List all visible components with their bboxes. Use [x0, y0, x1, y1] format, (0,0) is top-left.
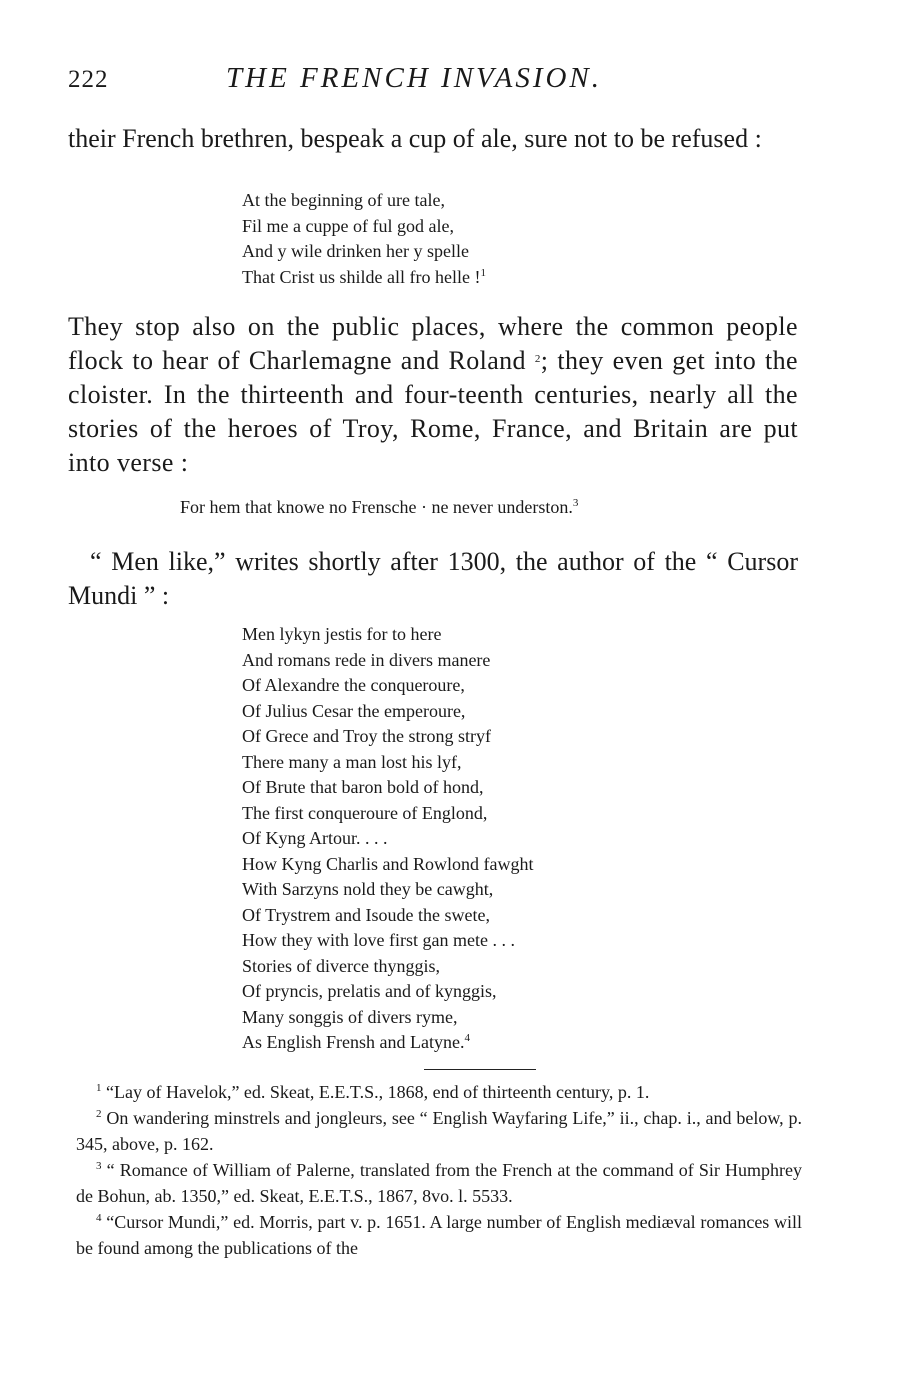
quote-line: [180, 497, 578, 518]
page-header: [68, 62, 828, 102]
footnote-2: [76, 1105, 802, 1157]
quote-text: For hem that knowe no Frensche · ne never underston.: [180, 497, 573, 517]
running-title: THE FRENCH INVASION.: [226, 62, 603, 94]
verse-line: Men lykyn jestis for to here: [242, 624, 442, 644]
footnote-separator: [424, 1069, 536, 1070]
paragraph-2-text-b: ; they even get into the cloister. In the thirteenth and four-teenth centuries, nearly all the stories of the heroes of Troy, Rome, France, and Britain are put into verse :: [68, 346, 798, 477]
footnote-mark: 1: [96, 1082, 102, 1094]
verse-line: Many songgis of divers ryme,: [242, 1006, 458, 1027]
verse-line: Of pryncis, prelatis and of kynggis,: [242, 981, 497, 1001]
verse-line: And y wile drinken her y spelle: [242, 241, 469, 261]
verse-line: [242, 1030, 533, 1056]
footnote-ref[interactable]: 4: [464, 1032, 470, 1044]
footnote-ref[interactable]: 3: [572, 497, 579, 509]
verse-line: How Kyng Charlis and Rowlond fawght: [242, 853, 534, 874]
verse-line: With Sarzyns nold they be cawght,: [242, 879, 494, 899]
verse-line-text: That Crist us shilde all fro helle !: [242, 266, 481, 287]
footnote-ref[interactable]: 2: [534, 353, 541, 365]
verse-line: Of Trystrem and Isoude the swete,: [242, 904, 490, 925]
verse-line: Of Kyng Artour. . . .: [242, 828, 388, 848]
verse-line: Of Alexandre the conqueroure,: [242, 675, 465, 695]
footnote-1: [76, 1079, 802, 1105]
paragraph-1: their French brethren, bespeak a cup of ale, sure not to be refused :: [68, 124, 762, 153]
verse-line: How they with love first gan mete . . .: [242, 930, 515, 950]
footnote-ref[interactable]: 1: [480, 266, 486, 279]
footnote-3: [76, 1157, 802, 1209]
paragraph-2-text-a: They stop also on the public places, where the common people flock to hear of Charlemagne and Roland: [68, 312, 798, 375]
page-number: 222: [68, 66, 109, 93]
verse-line: And romans rede in divers manere: [242, 649, 491, 670]
verse-line: Of Julius Cesar the emperoure,: [242, 700, 466, 721]
footnote-mark: 2: [96, 1108, 102, 1120]
paragraph-3: “ Men like,” writes shortly after 1300, the author of the “ Cursor Mundi ” :: [68, 547, 798, 610]
verse-line: At the beginning of ure tale,: [242, 190, 445, 210]
verse-line-text: As English Frensh and Latyne.: [242, 1032, 465, 1052]
verse-line: Fil me a cuppe of ful god ale,: [242, 215, 454, 236]
footnote-4: [76, 1209, 802, 1261]
verse-havelok: [242, 188, 486, 290]
footnote-text: On wandering minstrels and jongleurs, see “ English Wayfaring Life,” ii., chap. i., and below, p. 345, above, p. 162.: [76, 1108, 803, 1154]
verse-line: Of Grece and Troy the strong stryf: [242, 726, 491, 746]
footnote-text: “Cursor Mundi,” ed. Morris, part v. p. 1651. A large number of English mediæval romances will be found among the publications of the: [76, 1212, 803, 1258]
footnote-text: “Lay of Havelok,” ed. Skeat, E.E.T.S., 1868, end of thirteenth century, p. 1.: [106, 1082, 650, 1102]
verse-line: Of Brute that baron bold of hond,: [242, 777, 484, 797]
footnote-text: “ Romance of William of Palerne, translated from the French at the command of Sir Humphrey de Bohun, ab. 1350,” ed. Skeat, E.E.T.S., 1867, 8vo. l. 5533.: [76, 1160, 802, 1206]
verse-line: [242, 265, 486, 291]
footnote-mark: 3: [96, 1160, 102, 1172]
footnotes: [76, 1079, 802, 1261]
verse-cursor-mundi: [242, 622, 533, 1056]
verse-line: Stories of diverce thynggis,: [242, 955, 440, 976]
paragraph-2: [68, 310, 798, 480]
verse-line: There many a man lost his lyf,: [242, 751, 462, 772]
verse-line: The first conqueroure of Englond,: [242, 802, 488, 823]
footnote-mark: 4: [96, 1212, 102, 1224]
